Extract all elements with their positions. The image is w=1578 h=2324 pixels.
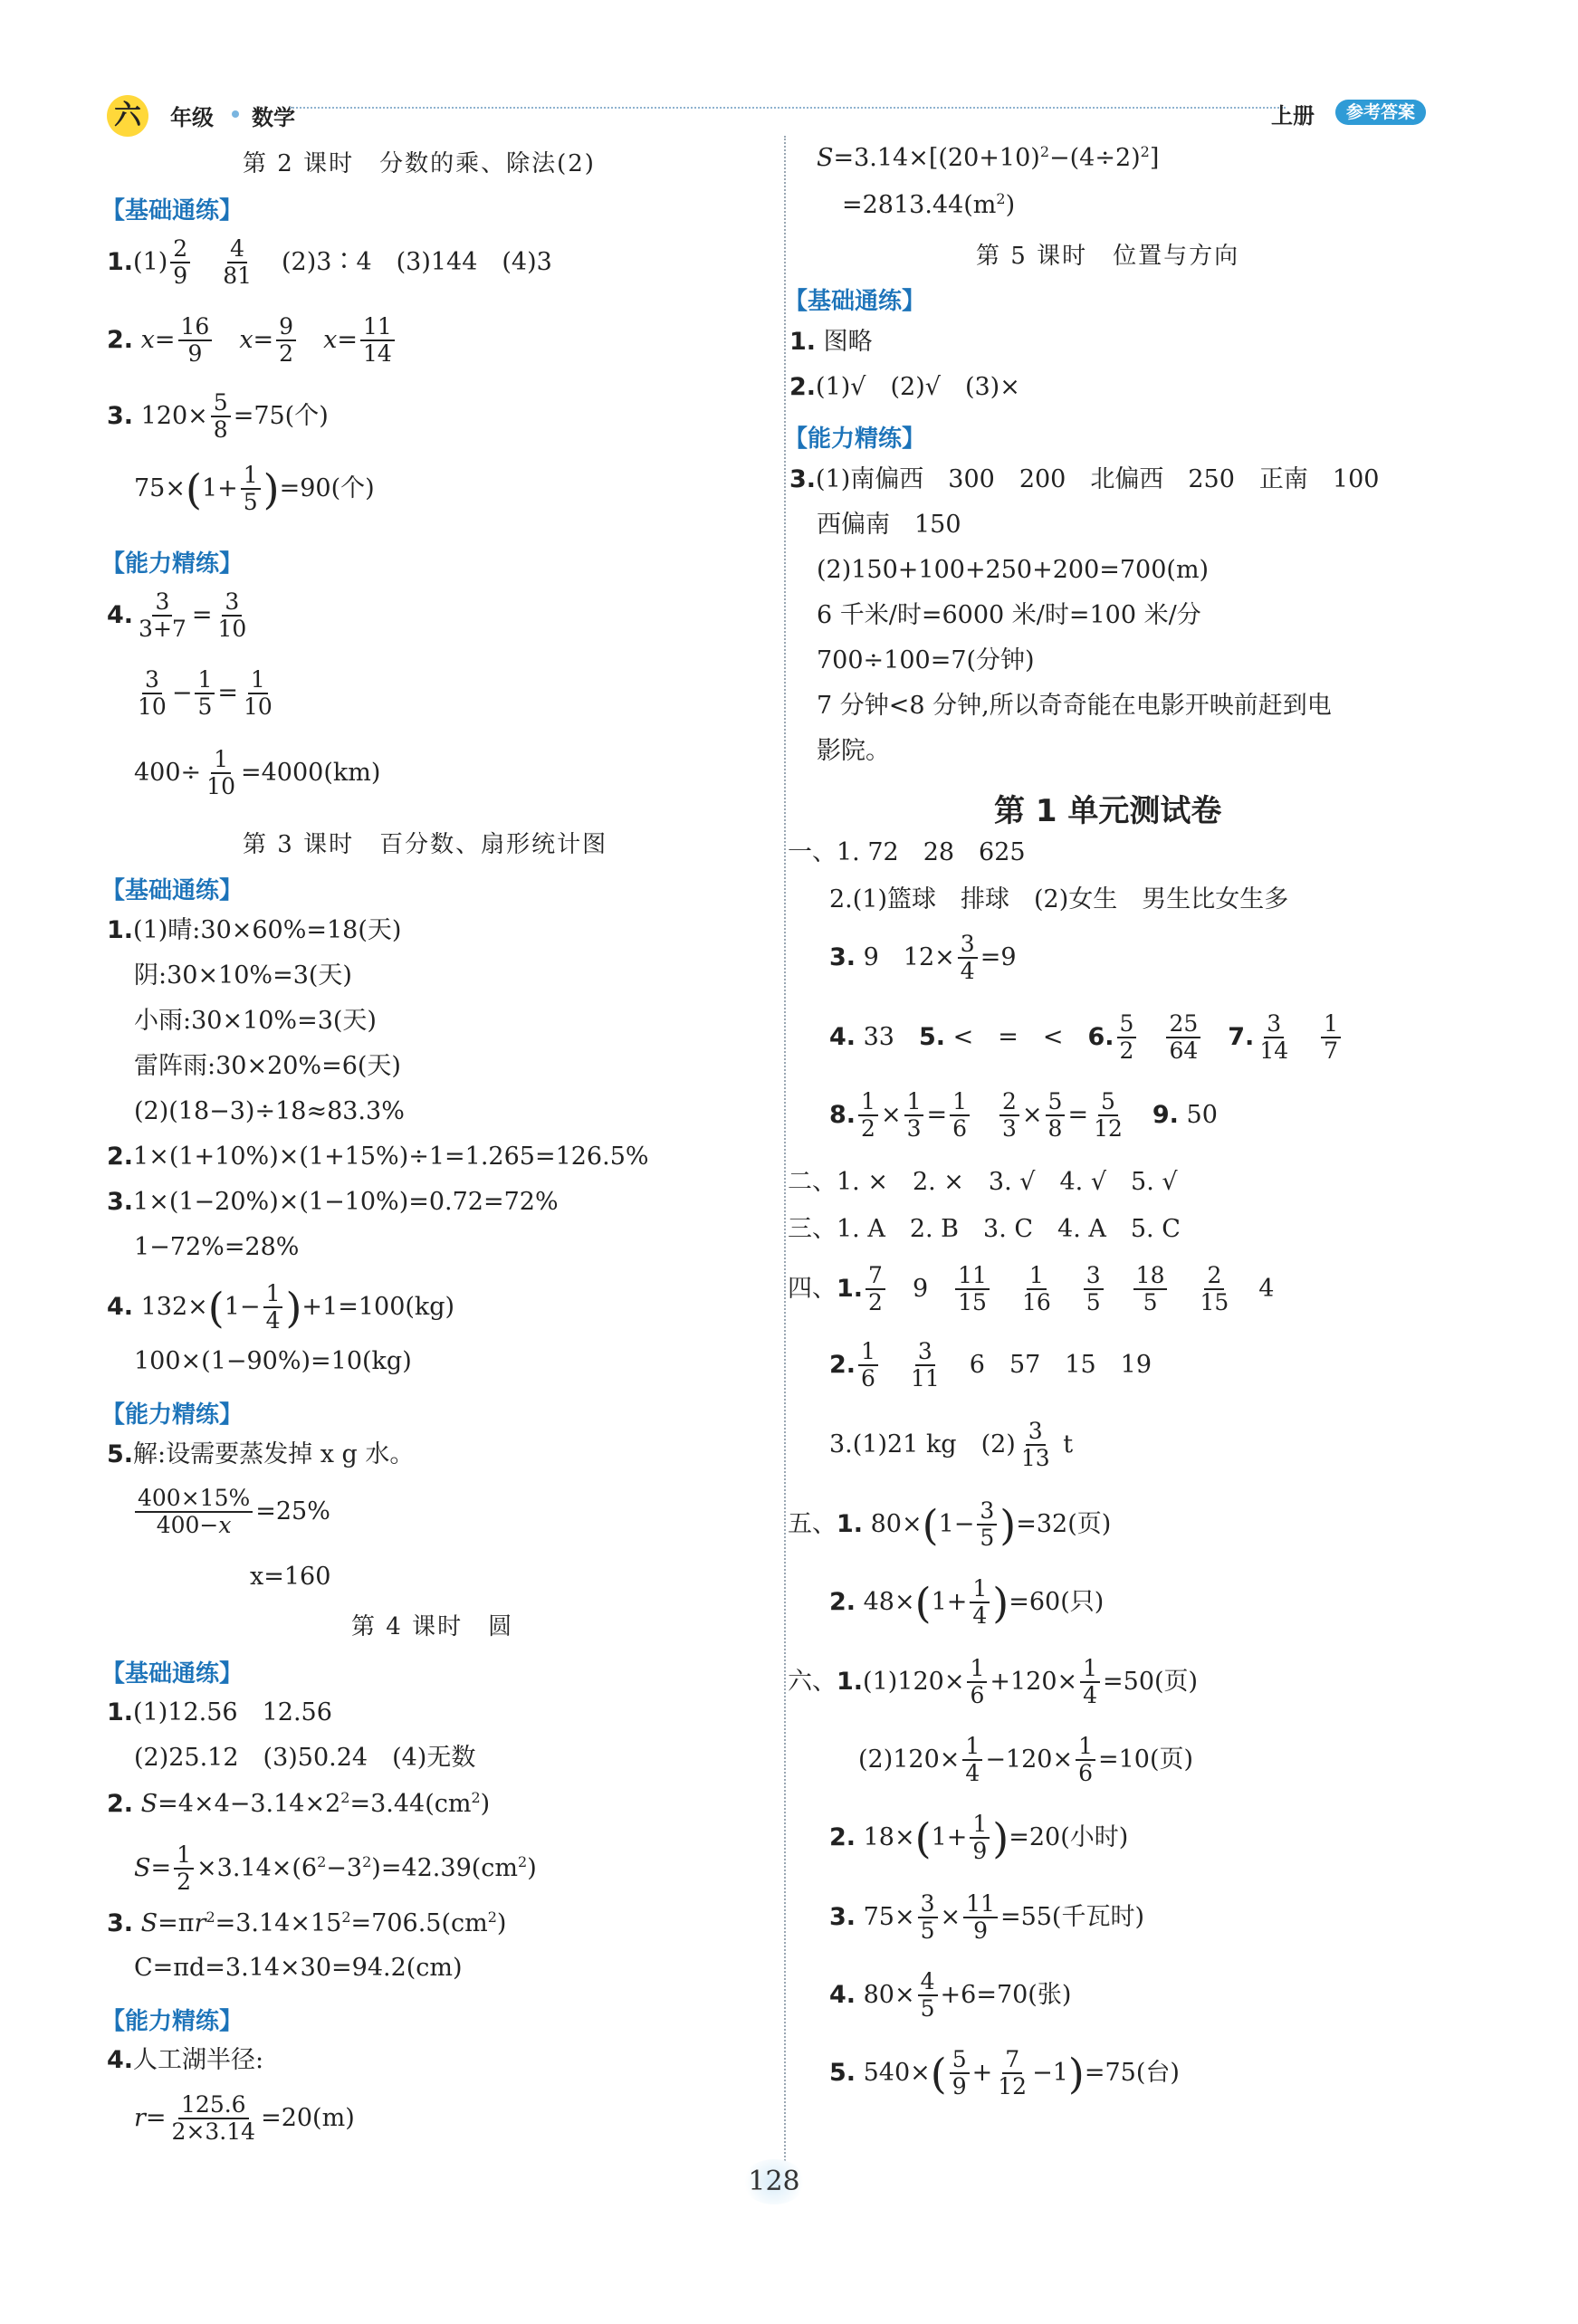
r5-q3c: (2)150+100+250+200=700(m) [817, 556, 1210, 584]
l3-q1d: 雷阵雨:30×20%=6(天) [134, 1052, 401, 1080]
l3-q3b: 1−72%=28% [134, 1233, 300, 1261]
lesson2-title: 第 2 课时 分数的乘、除法(2) [243, 150, 596, 177]
l4-q2b: S= $\frac{1}{2}$ $\times 3.14\times(6^2-3^2)=42.39(cm^2)$ [134, 1841, 537, 1896]
r5-q3e: 700÷100=7(分钟) [817, 646, 1035, 674]
l2-q2: 2. x= $\frac{16}{9}$ x= $\frac{9}{2}$ x= $\frac{11}{14}$ [107, 315, 397, 367]
answer-badge: 参考答案 [1335, 100, 1426, 125]
section-basic: 【基础通练】 [101, 1660, 244, 1688]
r5-q3f: 7 分钟<8 分钟,所以奇奇能在电影开映前赶到电 [817, 692, 1332, 720]
l3-q5b: $\frac{400\times 15\%}{400-x}$ =25% [132, 1487, 330, 1538]
l4-q3a: 3. $S=\pi r^2=3.14\times 15^2=706.5(cm^2)$ [107, 1908, 507, 1937]
u4-q3: 3.(1)21 kg (2) $\frac{3}{13}$ t [829, 1418, 1074, 1472]
u6-q5: 5. 540×( $\frac{5}{9}$ + $\frac{7}{12}$ −1)=75(台) [829, 2046, 1180, 2100]
l2-q1: 1.(1) $\frac{2}{9}$ $\frac{4}{81}$ (2)3∶4 (3)144 (4)3 [107, 235, 552, 290]
r-s1: $S=3.14\times[(20+10)^2-(4\div 2)^2]$ [817, 143, 1160, 172]
volume-label: 上册 [1271, 103, 1315, 129]
lesson4-title: 第 4 课时 圆 [351, 1613, 514, 1640]
l3-q1e: (2)(18−3)÷18≈83.3% [134, 1097, 405, 1125]
page-number: 128 [742, 2159, 806, 2204]
u1-q2: 2.(1)篮球 排球 (2)女生 男生比女生多 [829, 885, 1289, 913]
l3-q3a: 3.1×(1−20%)×(1−10%)=0.72=72% [107, 1188, 559, 1216]
r5-q3b: 西偏南 150 [817, 511, 961, 539]
l2-q4c: 400÷ $\frac{1}{10}$ =4000(km) [134, 746, 381, 800]
lesson5-title: 第 5 课时 位置与方向 [976, 243, 1240, 270]
r5-q3g: 影院。 [817, 737, 890, 765]
u2: 二、1. × 2. × 3. √ 4. √ 5. √ [788, 1168, 1178, 1196]
u4-q2: 2. $\frac{1}{6}$ $\frac{3}{11}$ 6 57 15 19 [829, 1338, 1152, 1392]
u6-q1b: (2)120× $\frac{1}{4}$ −120× $\frac{1}{6}$ =10(页) [858, 1733, 1194, 1787]
u1-q1: 一、1. 72 28 625 [788, 838, 1026, 866]
l3-q2: 2.1×(1+10%)×(1+15%)÷1=1.265=126.5% [107, 1143, 649, 1171]
header-rule [290, 107, 1286, 110]
l3-q1b: 阴:30×10%=3(天) [134, 961, 352, 990]
u1-q4-7: 4. 33 5. < = < 6. $\frac{5}{2}$ $\frac{25}{64}$ 7. $\frac{3}{14}$ $\frac{1}{7}$ [829, 1012, 1344, 1064]
grade-badge: 六 [107, 95, 148, 137]
r5-q3a: 3.(1)南偏西 300 200 北偏西 250 正南 100 [789, 465, 1380, 493]
u3: 三、1. A 2. B 3. C 4. A 5. C [788, 1215, 1181, 1243]
l3-q5a: 5.解:设需要蒸发掉 x g 水。 [107, 1440, 415, 1468]
u4-q1: 四、1. $\frac{7}{2}$ 9 $\frac{11}{15}$ $\frac{1}{16}$ $\frac{3}{5}$ $\frac{18}{5}$ $\frac{2}{15}$ 4 [788, 1262, 1275, 1316]
l3-q4b: 100×(1−90%)=10(kg) [134, 1347, 412, 1375]
l4-q3b: C=πd=3.14×30=94.2(cm) [134, 1954, 463, 1982]
section-ability: 【能力精练】 [101, 2008, 244, 2035]
section-basic: 【基础通练】 [784, 288, 926, 315]
l4-q4b: r= $\frac{125.6}{2\times 3.14}$ =20(m) [134, 2091, 355, 2146]
u6-q4: 4. 80× $\frac{4}{5}$ +6=70(张) [829, 1968, 1072, 2023]
r5-q3d: 6 千米/时=6000 米/时=100 米/分 [817, 601, 1201, 629]
u6-q2: 2. 18×(1+ $\frac{1}{9}$ )=20(小时) [829, 1811, 1129, 1865]
u1-q3: 3. 9 12× $\frac{3}{4}$ =9 [829, 931, 1017, 985]
l4-q2a: 2. $S=4\times 4-3.14\times 2^2=3.44(cm^2)$ [107, 1789, 491, 1818]
section-basic: 【基础通练】 [101, 877, 244, 904]
r5-q1: 1. 图略 [789, 328, 873, 356]
u1-q8-9: 8. $\frac{1}{2}$ × $\frac{1}{3}$ = $\frac{1}{6}$ $\frac{2}{3}$ × $\frac{5}{8}$ = $\frac{5}{12}$ 9. 50 [829, 1088, 1218, 1143]
u5-q1: 五、1. 80×(1− $\frac{3}{5}$ )=32(页) [788, 1497, 1112, 1552]
l2-q3a: 3. 120× $\frac{5}{8}$ =75(个) [107, 389, 329, 444]
unit-test-title: 第 1 单元测试卷 [994, 793, 1222, 829]
l4-q1a: 1.(1)12.56 12.56 [107, 1698, 332, 1726]
section-ability: 【能力精练】 [101, 550, 244, 578]
u6-q3: 3. 75× $\frac{3}{5}$ × $\frac{11}{9}$ =55(千瓦时) [829, 1890, 1144, 1945]
section-basic: 【基础通练】 [101, 197, 244, 225]
l2-q3b: 75×(1+ $\frac{1}{5}$ )=90(个) [134, 462, 375, 516]
subject-label: 数学 [252, 105, 295, 130]
l3-q4a: 4. 132×(1− $\frac{1}{4}$ )+1=100(kg) [107, 1280, 455, 1334]
l3-q1c: 小雨:30×10%=3(天) [134, 1007, 377, 1035]
section-ability: 【能力精练】 [101, 1401, 244, 1429]
r5-q2: 2.(1)√ (2)√ (3)× [789, 373, 1020, 401]
l2-q4a: 4. $\frac{3}{3+7}$ = $\frac{3}{10}$ [107, 588, 247, 643]
section-ability: 【能力精练】 [784, 426, 926, 453]
lesson3-title: 第 3 课时 百分数、扇形统计图 [243, 831, 608, 858]
u6-q1a: 六、1.(1)120× $\frac{1}{6}$ +120× $\frac{1}{4}$ =50(页) [788, 1655, 1199, 1709]
r-s2: $=2813.44(m^2)$ [842, 190, 1016, 219]
l2-q4b: $\frac{3}{10}$ − $\frac{1}{5}$ = $\frac{1}{10}$ [138, 666, 273, 721]
l4-q1b: (2)25.12 (3)50.24 (4)无数 [134, 1744, 476, 1772]
separator-dot [232, 110, 239, 118]
l4-q4a: 4.人工湖半径: [107, 2046, 264, 2074]
grade-label: 年级 [170, 105, 214, 130]
l3-q1a: 1.(1)晴:30×60%=18(天) [107, 916, 402, 944]
u5-q2: 2. 48×(1+ $\frac{1}{4}$ )=60(只) [829, 1575, 1105, 1630]
l3-q5c: x=160 [250, 1563, 331, 1591]
